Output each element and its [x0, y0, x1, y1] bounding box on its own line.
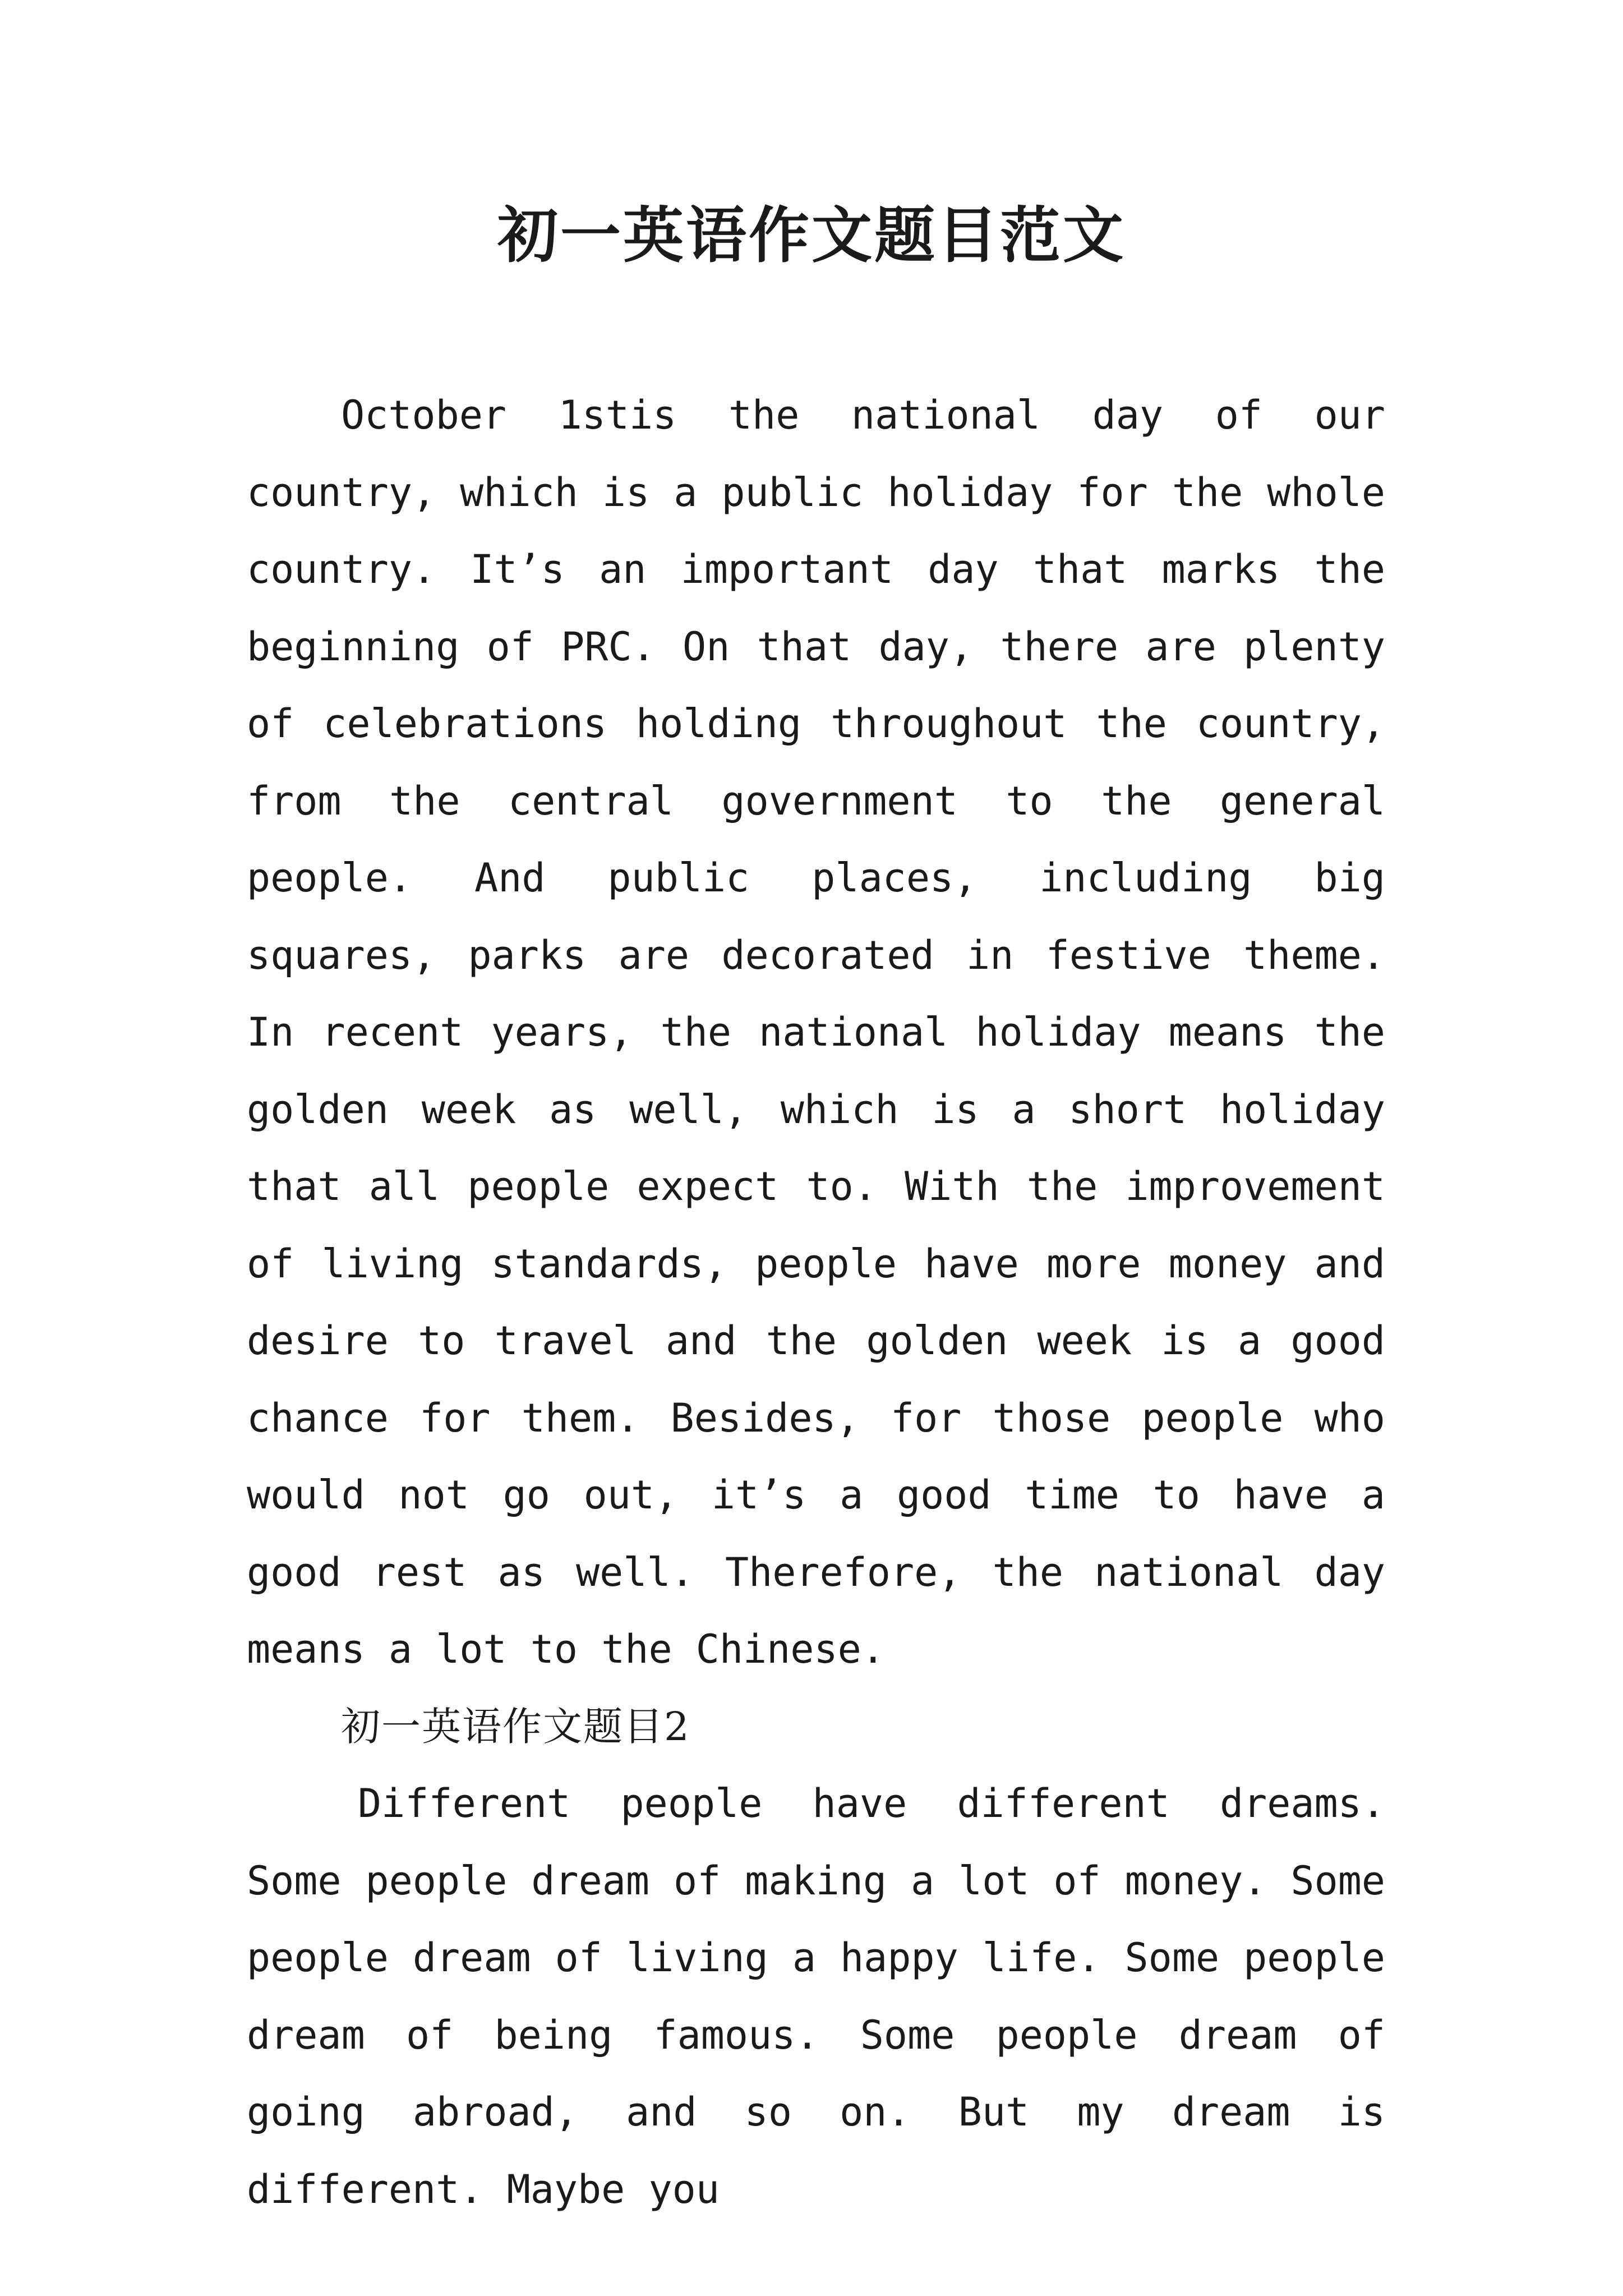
section-heading: 初一英语作文题目2 [341, 1703, 690, 1750]
document-body [247, 377, 1385, 2228]
paragraph-national-day: October 1stis the national day of our country, which is a public holiday for the whole country. It’s an important day that marks the beginning of PRC. On that day, there are plenty of celebrations holding throughout the country, from the central government to the general people. And public places, including big squares, parks are decorated in festive theme. In recent years, the national holiday means the golden week as well, which is a short holiday that all people expect to. With the improvement of living standards, people have more money and desire to travel and the golden week is a good chance for them. Besides, for those people who would not go out, it’s a good time to have a good rest as well. Therefore, the national day means a lot to the Chinese. [247, 392, 1385, 1672]
document-title: 初一英语作文题目范文 [497, 200, 1126, 271]
paragraph-dreams: Different people have different dreams. Some people dream of making a lot of money. Some people dream of living a happy life. Some people dream of being famous. Some people dream of going abroad, and so on. But my dream is different. Maybe you [247, 1780, 1385, 2212]
